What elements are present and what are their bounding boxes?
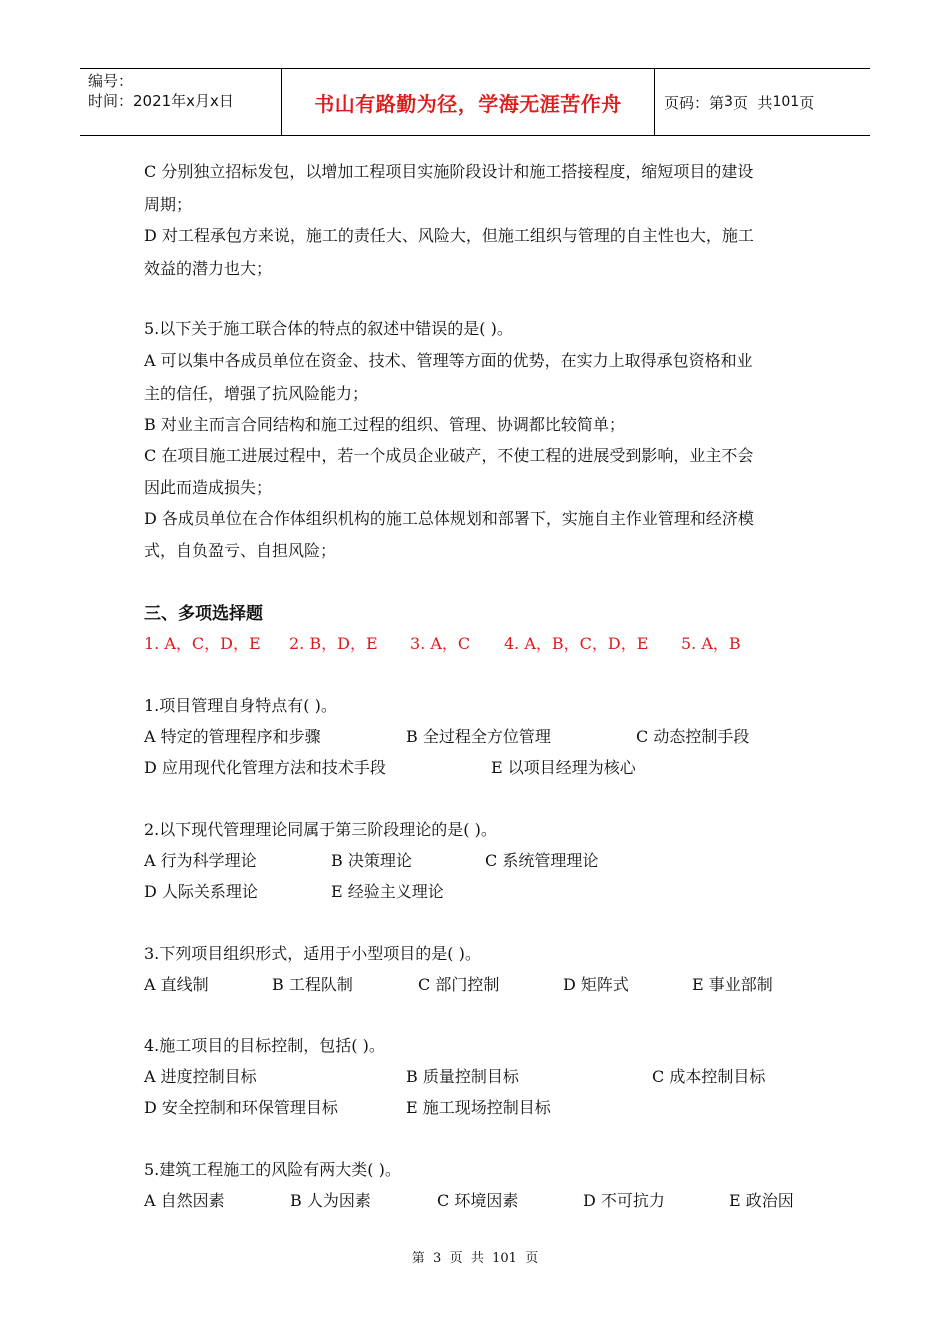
mq5-option-d: D 不可抗力 [583,1191,665,1210]
q5-option-b: B 对业主而言合同结构和施工过程的组织、管理、协调都比较简单； [144,415,625,434]
mq4-option-c: C 成本控制目标 [652,1067,766,1086]
mq3-option-d: D 矩阵式 [563,975,629,994]
mq4-option-a: A 进度控制目标 [144,1067,257,1086]
mq5-option-e: E 政治因 [729,1191,794,1210]
mq4-option-e: E 施工现场控制目标 [406,1098,551,1117]
q5-option-c-line1: C 在项目施工进展过程中，若一个成员企业破产，不使工程的进展受到影响，业主不会 [144,446,754,465]
q4-option-d-line1: D 对工程承包方来说，施工的责任大、风险大，但施工组织与管理的自主性也大，施工 [144,226,754,245]
mq2-option-d: D 人际关系理论 [144,882,258,901]
page-mid: 页 共 [732,93,773,112]
header-meta [80,69,281,135]
mq1-option-b: B 全过程全方位管理 [406,727,551,746]
q5-option-d-line2: 式，自负盈亏、自担风险； [144,541,337,560]
mq5-option-b: B 人为因素 [290,1191,371,1210]
date-label: 时间：2021年x月x日 [88,92,234,110]
mq1-option-a: A 特定的管理程序和步骤 [144,727,321,746]
page-prefix: 页码：第 [664,93,725,112]
answer-2: 2. B，D，E [289,634,378,653]
header-page-info [655,69,870,135]
mq4-option-d: D 安全控制和环保管理目标 [144,1098,338,1117]
mq5-stem: 5.建筑工程施工的风险有两大类( )。 [144,1160,401,1179]
header-motto-cell [281,69,655,135]
page-footer: 第 3 页 共 101 页 [411,1251,539,1266]
mq2-option-a: A 行为科学理论 [144,851,257,870]
mq5-option-c: C 环境因素 [437,1191,519,1210]
section-title: 三、多项选择题 [144,604,263,624]
mq2-stem: 2.以下现代管理理论同属于第三阶段理论的是( )。 [144,820,497,839]
q4-option-c-line1: C 分别独立招标发包，以增加工程项目实施阶段设计和施工搭接程度，缩短项目的建设 [144,162,754,181]
mq2-option-c: C 系统管理理论 [485,851,599,870]
q5-option-d-line1: D 各成员单位在合作体组织机构的施工总体规划和部署下，实施自主作业管理和经济模 [144,509,754,528]
mq4-stem: 4.施工项目的目标控制，包括( )。 [144,1036,385,1055]
code-label: 编号： [88,72,134,90]
q5-option-c-line2: 因此而造成损失； [144,478,273,497]
mq5-option-a: A 自然因素 [144,1191,225,1210]
mq3-option-e: E 事业部制 [692,975,773,994]
mq3-stem: 3.下列项目组织形式，适用于小型项目的是( )。 [144,944,481,963]
q4-option-c-line2: 周期； [144,195,193,214]
page-number: 3 [724,94,733,110]
page-suffix: 页 [799,93,815,112]
mq3-option-b: B 工程队制 [272,975,353,994]
header-motto: 书山有路勤为径，学海无涯苦作舟 [314,91,622,116]
q4-option-d-line2: 效益的潜力也大； [144,259,273,278]
q5-stem: 5.以下关于施工联合体的特点的叙述中错误的是( )。 [144,319,513,338]
answer-1: 1. A，C，D，E [144,634,261,653]
q5-option-a-line1: A 可以集中各成员单位在资金、技术、管理等方面的优势，在实力上取得承包资格和业 [144,351,753,370]
mq2-option-e: E 经验主义理论 [331,882,444,901]
mq1-option-c: C 动态控制手段 [636,727,750,746]
q5-option-a-line2: 主的信任，增强了抗风险能力； [144,384,369,403]
answer-5: 5. A，B [681,634,741,653]
answer-4: 4. A，B，C，D，E [504,634,649,653]
mq3-option-a: A 直线制 [144,975,209,994]
page-total: 101 [772,94,800,110]
mq1-stem: 1.项目管理自身特点有( )。 [144,696,337,715]
mq4-option-b: B 质量控制目标 [406,1067,519,1086]
mq1-option-d: D 应用现代化管理方法和技术手段 [144,758,386,777]
mq2-option-b: B 决策理论 [331,851,412,870]
page-header [80,68,870,136]
mq1-option-e: E 以项目经理为核心 [491,758,636,777]
mq3-option-c: C 部门控制 [418,975,500,994]
answer-3: 3. A，C [410,634,471,653]
